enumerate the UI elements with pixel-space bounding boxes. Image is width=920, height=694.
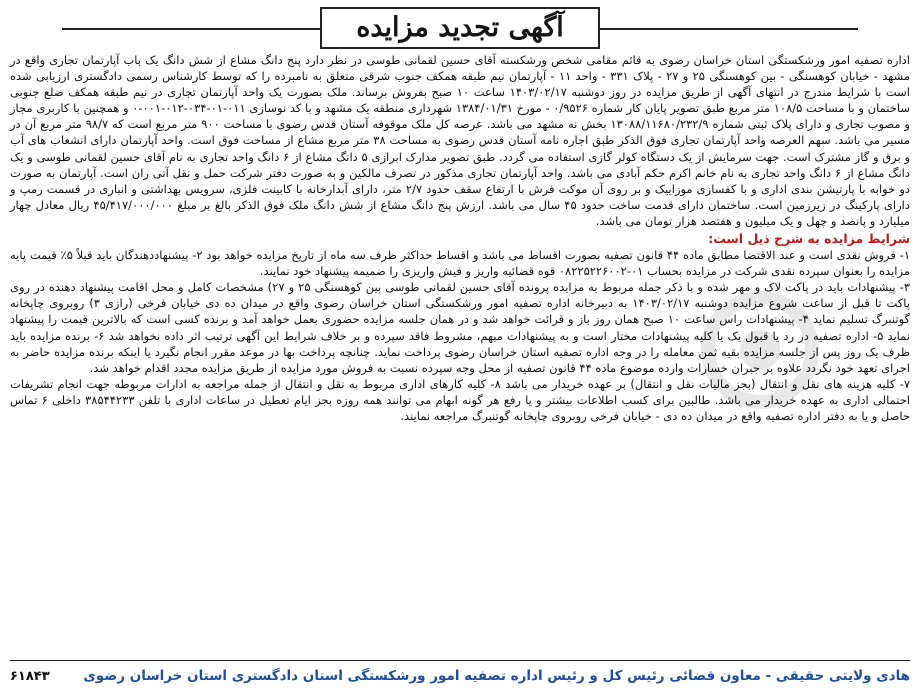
condition-paragraph: ۱- فروش نقدی است و عند الاقتضا مطابق ماده ۴۴ قانون تصفیه بصورت اقساط می باشد و اقساط حداکثر ظرف سه ماه از تاریخ مزایده خواهد بود ۲- پیشنهاددهندگان باید قبلاً ۵٪ قیمت پایه مزایده را بعنوان سپرده نقدی شرکت در مزایده بحساب ۰۱-۰۸۲۲۵۲۲۶۰۰۲ قوه قضائیه واریز و فیش واریزی را ضمیمه پیشنهاد خود نمایند.	[10, 248, 910, 279]
condition-paragraph: ۳- پیشنهادات باید در پاکت لاک و مهر شده و با ذکر جمله مربوط به مزایده پرونده آقای حسین لقمانی طوسی بین کوهسنگی ۲۵ و ۲۷) مشخصات کامل و محل اقامت پیشنهاد دهنده در روی پاکت تا قبل از ساعت شروع مزایده دوشنبه ۱۴۰۳/۰۲/۱۷ به دبیرخانه اداره تصفیه امور ورشکستگی استان خراسان رضوی واقع در میدان ده دی خیابان فرخی (رازی ۳) روبروی چاپخانه گوتنبرگ تسلیم نماید ۴- پیشنهادات راس ساعت ۱۰ صبح همان روز باز و قرائت خواهد شد و در همان جلسه مزایده حضوری بعمل خواهد آمد و برنده کسی است که بالاترین قیمت را پیشنهاد نماید ۵- اداره تصفیه در رد یا قبول یک یا کلیه پیشنهادات مختار است و به پیشنهادات مبهم، مشروط فاقد سپرده و بر خلاف شرایط این آگهی ترتیب اثر داده نخواهد شد ۶- برنده مزایده باید ظرف یک روز پس از جلسه مزایده بقیه ثمن معامله را در وجه اداره تصفیه استان خراسان رضوی پرداخت نماید. چنانچه پرداخت بها در موعد مقرر انجام نگیرد یا اینکه برنده مزایده حاضر به اجرای تعهد خود نگردد علاوه بر جبران خسارات وارده موضوع ماده ۴۴ قانون تصفیه از محل وجه سپرده نسبت به فروش مورد مزایده از طریق مزایده مجدد اقدام خواهد شد.	[10, 280, 910, 375]
header-banner	[10, 6, 910, 50]
ad-code: ۶۱۸۴۳	[10, 668, 50, 684]
page-title: آگهی تجدید مزایده	[356, 12, 564, 43]
signature-line: هادی ولایتی حقیقی - معاون قضائی رئیس کل و رئیس اداره تصفیه امور ورشکستگی استان دادگستری استان خراسان رضوی	[83, 668, 910, 684]
title-box	[320, 7, 600, 49]
notice-footer	[10, 660, 910, 688]
condition-paragraph: ۷- کلیه هزینه های نقل و انتقال (بجز مالیات نقل و انتقال) بر عهده خریدار می باشد ۸- کلیه کارهای اداری مربوط به نقل و انتقال از جمله مراجعه به ادارات مربوطه جهت انجام تشریفات احتمالی اداری به عهده خریدار می باشد. طالبین برای کسب اطلاعات بیشتر و یا رفع هر گونه ابهام می توانند همه روزه بجز ایام تعطیل در ساعات اداری با تلفن ۳۸۵۴۴۲۳۳ داخلی ۶ تماس حاصل و یا به دفتر اداره تصفیه واقع در میدان ده دی - خیابان فرخی روبروی چاپخانه گوتنبرگ مراجعه نمایند.	[10, 376, 911, 423]
conditions-heading: شرایط مزایده به شرح ذیل است:	[708, 231, 910, 247]
notice-body: اداره تصفیه امور ورشکستگی استان خراسان رضوی به قائم مقامی شخص ورشکسته آقای حسین لقمانی طوسی در نظر دارد پنج دانگ مشاع از شش دانگ یک باب آپارتمان تجاری واقع در مشهد - خیابان کوهسنگی - بین کوهسنگی ۲۵ و ۲۷ - پلاک ۳۳۱ - واحد ۱۱ - آپارتمان نیم طبقه همکف جنوب شرقی متعلق به نامبرده را که توسط کارشناس رسمی دادگستری ارزیابی شده است با شرایط مندرج در انتهای آگهی از طریق مزایده در روز دوشنبه ۱۴۰۳/۰۲/۱۷ ساعت ۱۰ صبح بفروش برساند. ملک بصورت یک واحد آپارتمان تجاری در نیم طبقه همکف ضلع جنوبی ساختمان و با مساحت ۱۰۸/۵ متر مربع طبق تصویر پایان کار شماره ۰/۹۵۲۶ - مورخ ۱۳۸۴/۰۱/۳۱ شهرداری منطقه یک مشهد و با کد نوسازی ۰۱۱-۰۱-۰۳۴-۰۱۲-۰۰۱-۰ و همچنین با کاربری مجاز و مصوب تجاری و دارای پلاک ثبتی شماره ۱۳۰۸۸/۱۱۶۸۰/۲۳۲/۹ بخش نه مشهد می باشد. عرصه کل ملک موقوفه آستان قدس رضوی با مساحت ۹۰۰ متر مربع است که ۹۸/۷ متر مربع آن در مسیر می باشد. سهم العرصه واحد آپارتمان تجاری فوق الذکر طبق اجاره نامه آستان قدس رضوی به مساحت ۳۸ متر مربع مشاع از مساحت فوق است. واحد آپارتمان دارای انشعاب های آب و برق و گاز مشترک است. جهت سرمایش از یک دستگاه کولر گازی استفاده می گردد. طبق تصویر مدارک ابرازی ۵ دانگ مشاع از ۶ دانگ واحد تجاری به نام آقای حسین لقمانی طوسی و یک دانگ مشاع از ۶ دانگ واحد تجاری به نام خانم اکرم حکم آبادی می باشد. واحد آپارتمان تجاری مذکور در تصرف مالکین و به صورت دفتر شرکت حمل و نقل آتی ران است. آپارتمان به صورت دو خوابه با پارتیشن بندی اداری و با کفسازی موزاییک و بر روی آن موکت فرش با ارتفاع سقف حدود ۲/۷ متر، دارای آبدارخانه با کابینت فلزی، سرویس بهداشتی و انباری در قسمت رمپ و دارای پارکینگ در زیرزمین است. ساختمان دارای قدمت ساخت حدود ۴۵ سال می باشد. ارزش پنج دانگ مشاع از شش دانگ ملک فوق الذکر بالغ بر مبلغ ۴۵/۴۱۷/۰۰۰/۰۰۰ ریال معادل چهار میلیارد و پانصد و چهل و یک میلیون و هفتصد هزار تومان می باشد.	[10, 53, 911, 228]
